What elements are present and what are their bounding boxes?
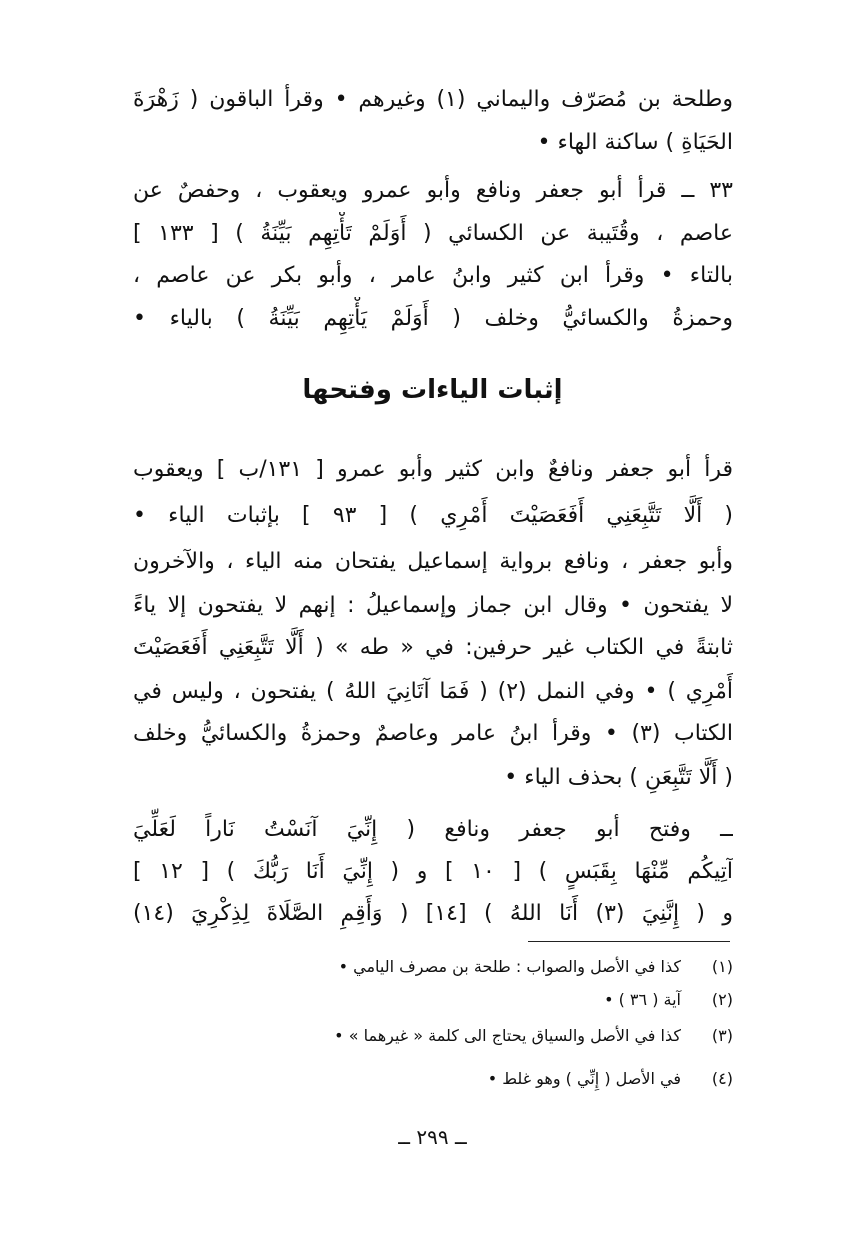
text-line: بالتاء • وقرأ ابن كثير وابنُ عامر ، وأبو بكر عن عاصم ، — [133, 263, 733, 288]
text-line: الكتاب (٣) • وقرأ ابنُ عامر وعاصمٌ وحمزةُ والكسائيُّ وخلف — [133, 721, 733, 746]
text-line: عاصم ، وقُتَيبة عن الكسائي ( أَوَلَمْ تَأْتِهِم بَيِّنَةُ ) [ ١٣٣ ] — [133, 221, 733, 246]
footnote-number: (٢) — [711, 990, 733, 1009]
footnote — [334, 1021, 733, 1051]
text-line: ــ وفتح أبو جعفر ونافع ( إِنِّيَ آنَسْتُ نَاراً لَعَلِّيَ — [133, 817, 733, 842]
footnote-number: (٣) — [711, 1026, 733, 1045]
footnote-text: في الأصل ( إِنِّي ) وهو غلط • — [487, 1069, 681, 1088]
footnote-text: كذا في الأصل والسياق يحتاج الى كلمة « غيرهما » • — [334, 1026, 681, 1045]
footnote-text: آية ( ٣٦ ) • — [604, 990, 681, 1009]
text-line: وحمزةُ والكسائيُّ وخلف ( أَوَلَمْ يَأْتِهِم بَيِّنَةُ ) بالياء • — [133, 306, 733, 331]
text-line: ثابتةً في الكتاب غير حرفين: في « طه » ( أَلَّا تَتَّبِعَنِي أَفَعَصَيْتَ — [133, 635, 733, 660]
footnote-separator — [528, 941, 730, 942]
text-line: ( أَلَّا تَتَّبِعَنِي أَفَعَصَيْتَ أَمْرِي ) [ ٩٣ ] بإثبات الياء • — [133, 503, 733, 528]
footnote — [339, 952, 733, 982]
footnote-number: (٤) — [711, 1069, 733, 1088]
text-line: ( أَلَّا تَتَّبِعَنِ ) بحذف الياء • — [504, 765, 733, 790]
section-heading: إثبات الياءات وفتحها — [302, 375, 563, 405]
page-number: ــ ٢٩٩ ــ — [398, 1125, 467, 1149]
footnote — [488, 1064, 733, 1094]
text-line: وأبو جعفر ، ونافع برواية إسماعيل يفتحان منه الياء ، والآخرون — [133, 549, 733, 574]
text-line: وطلحة بن مُصَرّف واليماني (١) وغيرهم • وقرأ الباقون ( زَهْرَةَ — [133, 87, 733, 112]
text-line: أَمْرِي ) • وفي النمل (٢) ( فَمَا آتَانِيَ اللهُ ) يفتحون ، وليس في — [133, 679, 733, 704]
footnote — [604, 985, 733, 1015]
text-line: الحَيَاةِ ) ساكنة الهاء • — [537, 130, 733, 155]
footnote-number: (١) — [711, 957, 733, 976]
text-line: لا يفتحون • وقال ابن جماز وإسماعيلُ : إنهم لا يفتحون إلا ياءً — [133, 593, 733, 618]
text-line: و ( إِنَّنِيَ (٣) أَنَا اللهُ ) [١٤] ( وَأَقِمِ الصَّلَاةَ لِذِكْرِيَ (١٤) — [133, 901, 733, 926]
text-line: آتِيكُم مِّنْهَا بِقَبَسٍ ) [ ١٠ ] و ( إِنِّيَ أَنَا رَبُّكَ ) [ ١٢ ] — [133, 859, 733, 884]
text-line: قرأ أبو جعفر ونافعٌ وابن كثير وأبو عمرو [ ١٣١/ب ] ويعقوب — [133, 457, 733, 482]
text-line: ٣٣ ــ قرأ أبو جعفر ونافع وأبو عمرو ويعقوب ، وحفصٌ عن — [133, 178, 733, 203]
footnote-text: كذا في الأصل والصواب : طلحة بن مصرف اليامي • — [338, 957, 681, 976]
